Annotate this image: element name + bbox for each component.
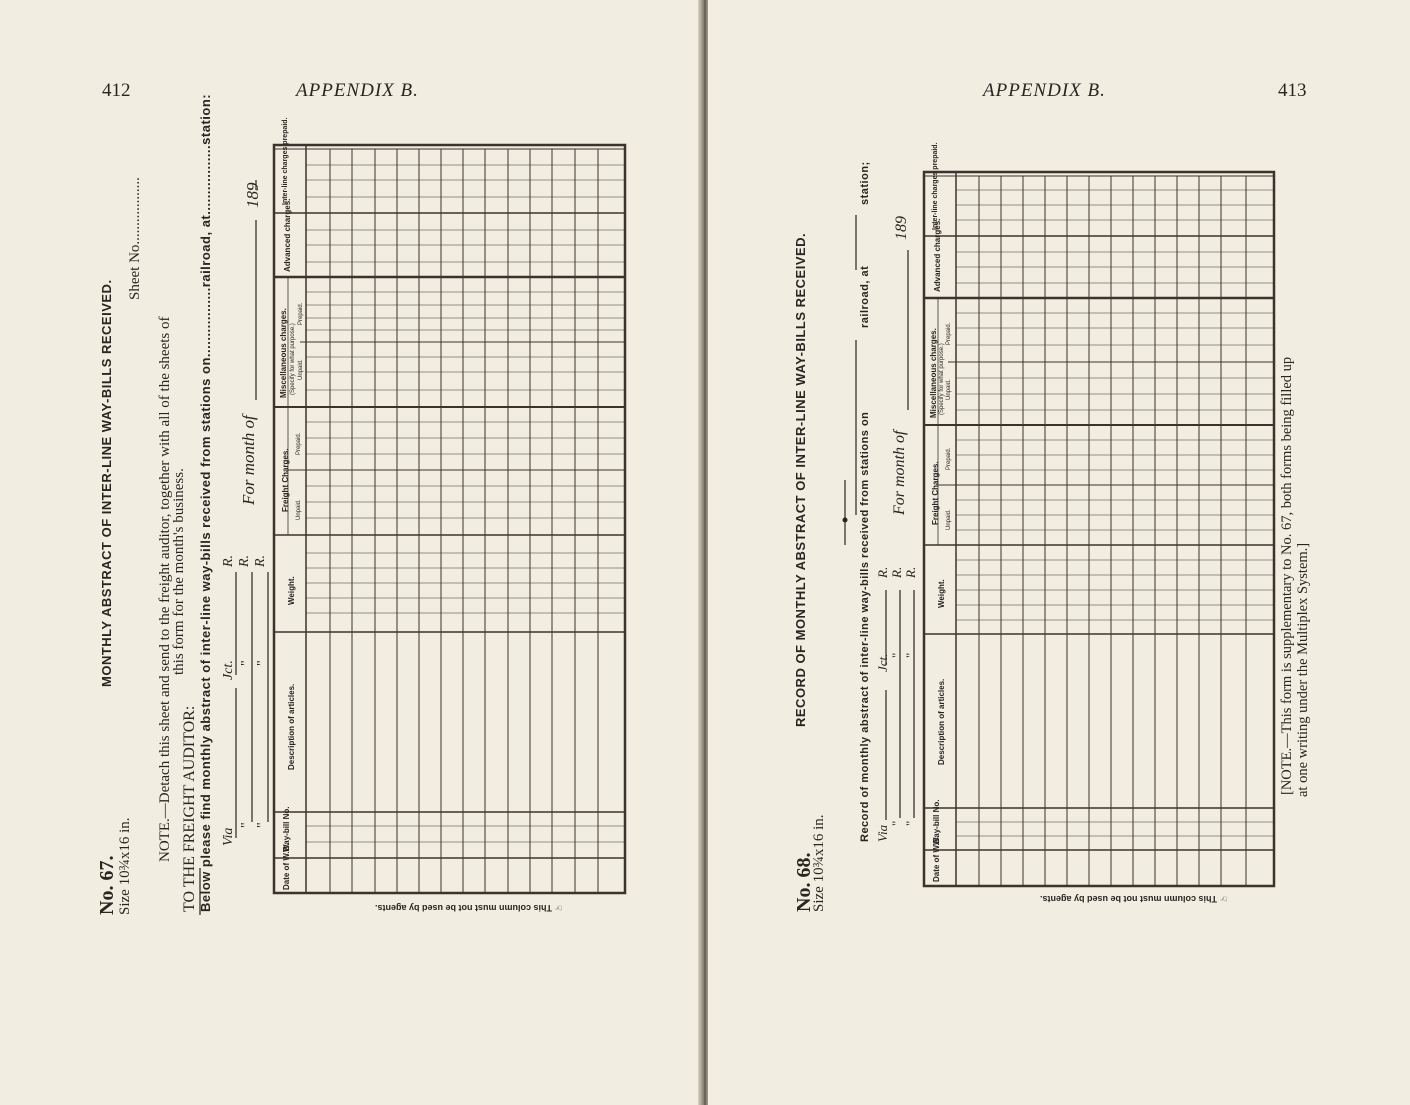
col-header-weight: Weight. <box>287 576 296 605</box>
month-label: For month of <box>239 415 258 505</box>
col-header-description: Description of articles. <box>287 683 296 770</box>
right-page <box>708 0 1410 1105</box>
form-title: MONTHLY ABSTRACT OF INTER-LINE WAY-BILLS RECEIVED. <box>99 279 114 687</box>
col-header-freight: Freight Charges. <box>931 461 940 525</box>
r-mark: R. <box>903 566 918 578</box>
via-label: Via <box>875 824 890 842</box>
running-head: APPENDIX B. <box>296 80 419 101</box>
ditto-mark: " <box>239 822 254 828</box>
col-header-weight: Weight. <box>937 579 946 608</box>
r-mark: R. <box>221 554 236 567</box>
railroad-at: railroad, at <box>859 265 871 328</box>
col-sub-unpaid: Unpaid. <box>946 509 952 530</box>
col-sub-prepaid: Prepaid. <box>296 432 302 455</box>
bracket-note-line-1: [NOTE.—This form is supplementary to No. 67, both forms being filled up <box>1279 356 1295 795</box>
running-head: APPENDIX B. <box>983 80 1106 101</box>
col-misc-sub: (Specify for what purpose.) <box>939 343 945 415</box>
col-sub-unpaid: Unpaid. <box>298 359 304 380</box>
station-label: station; <box>859 161 871 205</box>
ditto-mark: " <box>255 822 270 828</box>
footnote-text: This column must not be used by agents. <box>1040 894 1218 904</box>
page-number: 412 <box>102 80 131 101</box>
col-header-waybill: Way-bill No. <box>282 806 291 852</box>
col-header-advanced: Advanced charges. <box>283 198 292 272</box>
ornament-dot <box>843 518 848 523</box>
form-number: No. 67. <box>96 855 118 915</box>
col-sub-prepaid: Prepaid. <box>946 322 952 345</box>
ditto-mark: " <box>239 660 254 666</box>
jct-label: Jct. <box>221 660 236 680</box>
form-title: RECORD OF MONTHLY ABSTRACT OF INTER-LINE WAY-BILLS RECEIVED. <box>793 232 808 727</box>
col-sub-prepaid: Prepaid. <box>298 302 304 325</box>
r-mark: R. <box>889 566 904 578</box>
year-label: 189 <box>243 182 262 208</box>
ditto-mark: " <box>903 820 918 826</box>
body-line: Below please find monthly abstract of inter-line way-bills received from stations on.................railroad, at.................station: <box>198 93 213 912</box>
col-sub-unpaid: Unpaid. <box>296 499 302 520</box>
col-header-freight: Freight Charges. <box>281 448 290 512</box>
col-header-description: Description of articles. <box>937 678 946 765</box>
r-mark: R. <box>875 566 890 578</box>
form-size: Size 10¾x16 in. <box>811 814 827 912</box>
col-misc-sub: (Specify for what purpose.) <box>290 323 296 395</box>
ditto-mark: " <box>255 660 270 666</box>
pointing-hand-icon: ☞ <box>552 903 563 913</box>
via-label: Via <box>221 827 236 846</box>
col-header-date: Date of W.B. <box>282 843 291 890</box>
form-size: Size 10¾x16 in. <box>117 817 133 915</box>
month-label: For month of <box>891 430 908 515</box>
page-number: 413 <box>1278 80 1307 101</box>
footnote <box>375 902 563 913</box>
col-header-misc: Miscellaneous charges. <box>279 308 288 398</box>
col-header-date: Date of W.B. <box>932 835 941 882</box>
left-table-grid <box>0 0 702 1105</box>
left-page <box>0 0 702 1105</box>
col-header-interline: Inter-line charges prepaid. <box>282 117 289 205</box>
col-header-waybill: Way-bill No. <box>932 799 941 845</box>
ditto-mark: " <box>889 652 904 658</box>
col-sub-prepaid: Prepaid. <box>946 447 952 470</box>
footnote-text: This column must not be used by agents. <box>375 903 553 913</box>
form-number: No. 68. <box>793 852 815 912</box>
note-line-2: this form for the month's business. <box>171 468 187 675</box>
jct-label: Jct. <box>875 653 890 672</box>
salutation: TO THE FREIGHT AUDITOR: <box>181 705 198 912</box>
ditto-mark: " <box>903 652 918 658</box>
record-line: Record of monthly abstract of inter-line way-bills received from stations on <box>859 411 871 842</box>
note-line-1: NOTE.—Detach this sheet and send to the freight auditor, together with all of the sheets of <box>157 316 173 862</box>
bracket-note-line-2: at one writing under the Multiplex System.] <box>1295 542 1311 797</box>
col-header-misc: Miscellaneous charges. <box>929 328 938 418</box>
col-sub-unpaid: Unpaid. <box>946 379 952 400</box>
pointing-hand-icon: ☞ <box>1217 894 1228 904</box>
footnote <box>1040 893 1228 904</box>
year-label: 189 <box>893 216 910 240</box>
r-mark: R. <box>237 554 252 567</box>
sheet-number: Sheet No.................. <box>127 177 143 300</box>
col-header-interline: Inter-line charges prepaid. <box>932 142 939 230</box>
ditto-mark: " <box>889 820 904 826</box>
r-mark: R. <box>253 554 268 567</box>
col-header-advanced: Advanced charges. <box>933 218 942 292</box>
